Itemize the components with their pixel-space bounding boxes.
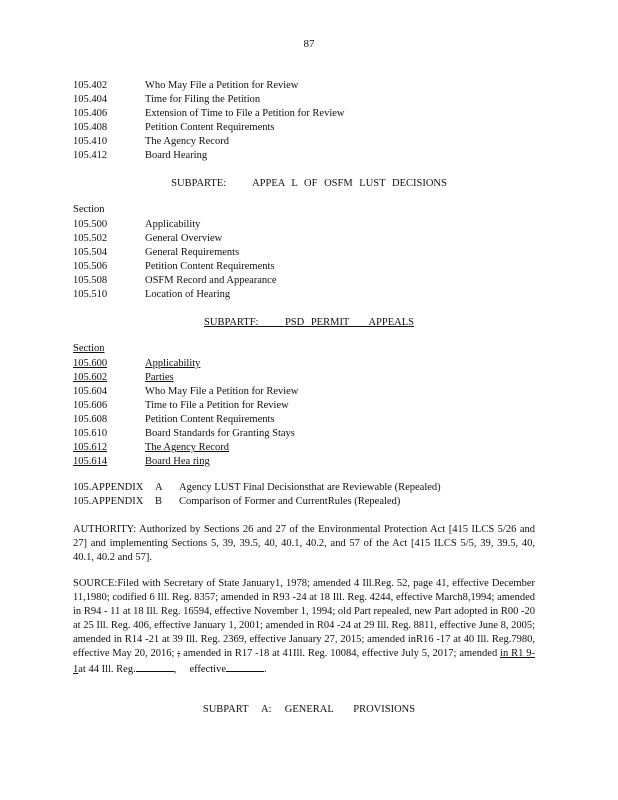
subpart-a-heading: SUBPART A: GENERAL PROVISIONS <box>202 704 416 715</box>
section-number: 105.508 <box>73 275 108 286</box>
toc-row <box>73 427 295 441</box>
section-title: Extension of Time to File a Petition for Review <box>145 108 345 119</box>
section-number: 105.506 <box>73 261 108 272</box>
toc-row <box>73 93 260 107</box>
section-title: Petition Content Requirements <box>145 414 275 425</box>
source-period: . <box>263 664 267 675</box>
source-struck-text: ; <box>177 648 181 659</box>
section-title: OSFM Record and Appearance <box>145 275 277 286</box>
source-underlined-text: in R1 9-1 <box>73 648 535 675</box>
section-title: Applicability <box>145 358 201 369</box>
section-title: Board Hearing <box>145 150 208 161</box>
appendix-title: Comparison of Former and CurrentRules (Repealed) <box>179 496 401 507</box>
toc-row <box>73 79 298 93</box>
section-title: Parties <box>145 372 174 383</box>
section-number: 105.614 <box>73 456 108 467</box>
appendix-row <box>73 481 441 495</box>
section-number: 105.502 <box>73 233 108 244</box>
toc-row <box>73 121 275 135</box>
appendix-row <box>73 495 400 509</box>
section-title: Petition Content Requirements <box>145 122 275 133</box>
appendix-id: 105.APPENDIX <box>73 496 144 507</box>
section-number: 105.404 <box>73 94 108 105</box>
section-number: 105.608 <box>73 414 108 425</box>
section-number: 105.606 <box>73 400 108 411</box>
toc-row <box>73 260 275 274</box>
section-title: Board Standards for Granting Stays <box>145 428 295 439</box>
appendix-letter: A <box>155 482 163 493</box>
section-number: 105.408 <box>73 122 108 133</box>
toc-row <box>73 246 239 260</box>
toc-row <box>73 288 230 302</box>
source-tail: at 44 Ill. Reg. <box>78 664 136 675</box>
source-comma: , <box>173 664 177 675</box>
section-title: Petition Content Requirements <box>145 261 275 272</box>
section-number: 105.612 <box>73 442 108 453</box>
section-number: 105.604 <box>73 386 108 397</box>
toc-row <box>73 149 207 163</box>
source-after-struck: amended in R17 -18 at 41Ill. Reg. 10084, effective July 5, 2017; amended <box>180 648 501 659</box>
section-title: Time for Filing the Petition <box>145 94 261 105</box>
section-title: The Agency Record <box>145 136 229 147</box>
subpart-e-heading: SUBPARTE: APPEA L OF OSFM LUST DECISIONS <box>171 178 447 189</box>
appendix-id: 105.APPENDIX <box>73 482 144 493</box>
toc-row <box>73 135 229 149</box>
toc-row <box>73 274 277 288</box>
source-main-text: SOURCE:Filed with Secretary of State January1, 1978; amended 4 Ill.Reg. 52, page 41, effective December 11,1980; codified 6 Ill. Reg. 8357; amended in R93 -24 at 18 Ill. Reg. 4244, effective March8,1994; amended in R94 - 11 at 18 Ill. Reg. 16594, effective November 1, 1994; old Part repealed, new Part adopted in R00 -20 at 25 Ill. Reg. 406, effective January 1, 2001; amended in R04 -24 at 29 Ill. Reg. 8811, effective June 8, 2005; amended in R14 -21 at 39 Ill. Reg. 2369, effective January 27, 2015; amended inR16 -17 at 40 Ill. Reg.7980, effective May 20, 2016; <box>73 578 535 659</box>
toc-row <box>73 385 298 399</box>
subpart-f-heading: SUBPARTF: PSD PERMIT APPEALS <box>204 317 414 328</box>
toc-row <box>73 107 345 121</box>
toc-row <box>73 455 210 469</box>
section-label-e: Section <box>73 204 105 215</box>
toc-row <box>73 399 289 413</box>
section-title: The Agency Record <box>145 442 229 453</box>
blank-line <box>226 661 264 672</box>
section-number: 105.510 <box>73 289 108 300</box>
blank-line <box>136 661 174 672</box>
section-number: 105.610 <box>73 428 108 439</box>
section-number: 105.412 <box>73 150 108 161</box>
section-number: 105.600 <box>73 358 108 369</box>
toc-row <box>73 413 275 427</box>
authority-paragraph: AUTHORITY: Authorized by Sections 26 and 27 of the Environmental Protection Act [415 ILCS 5/26 and 27] and implementing Sections 5, 39, 39.5, 40, 40.1, 40.2, and 57 of the Act [415 ILCS 5/5, 39, 39.5, 40, 40.1, 40.2 and 57]. <box>73 524 535 563</box>
appendix-title: Agency LUST Final Decisionsthat are Reviewable (Repealed) <box>179 482 441 493</box>
page-number: 87 <box>303 38 315 50</box>
section-number: 105.602 <box>73 372 108 383</box>
section-number: 105.406 <box>73 108 108 119</box>
source-effective: effective <box>189 664 226 675</box>
toc-row <box>73 371 174 385</box>
toc-row <box>73 441 229 455</box>
section-number: 105.504 <box>73 247 108 258</box>
section-title: General Overview <box>145 233 223 244</box>
section-title: General Requirements <box>145 247 240 258</box>
toc-row <box>73 218 200 232</box>
section-number: 105.410 <box>73 136 108 147</box>
section-title: Board Hea ring <box>145 456 210 467</box>
section-title: Applicability <box>145 219 201 230</box>
section-title: Time to File a Petition for Review <box>145 400 289 411</box>
toc-row <box>73 232 222 246</box>
section-number: 105.500 <box>73 219 108 230</box>
section-number: 105.402 <box>73 80 108 91</box>
section-label-f: Section <box>73 343 105 354</box>
section-title: Location of Hearing <box>145 289 231 300</box>
source-paragraph <box>73 577 535 677</box>
appendix-letter: B <box>155 496 163 507</box>
section-title: Who May File a Petition for Review <box>145 80 299 91</box>
toc-row <box>73 357 200 371</box>
section-title: Who May File a Petition for Review <box>145 386 299 397</box>
